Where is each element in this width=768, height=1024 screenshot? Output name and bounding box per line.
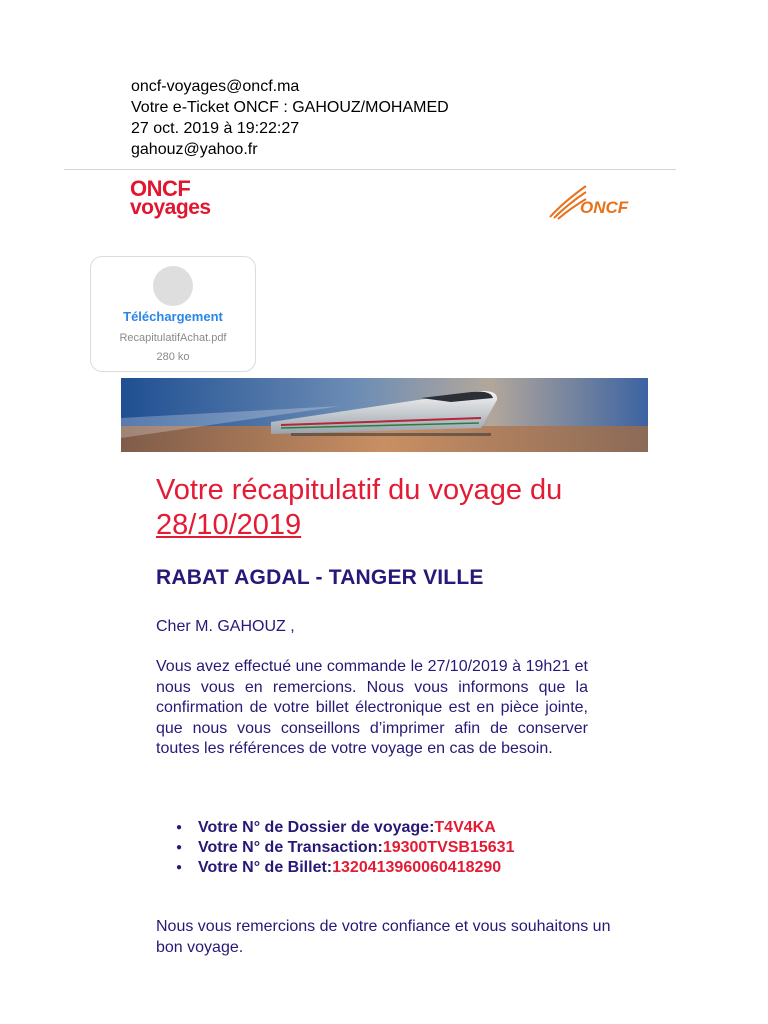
title-text: Votre récapitulatif du voyage du: [156, 474, 563, 506]
dossier-value: T4V4KA: [434, 819, 496, 836]
list-item: [176, 838, 514, 858]
ticket-label: Votre N° de Billet:: [198, 859, 333, 876]
from-value[interactable]: oncf-voyages@oncf.ma: [131, 78, 300, 95]
list-item: [176, 818, 514, 838]
to-value[interactable]: gahouz@yahoo.fr: [131, 141, 258, 158]
oncf-logo: [548, 184, 638, 220]
oncf-logo-text: ONCF: [580, 198, 629, 217]
closing-paragraph: Nous vous remercions de votre confiance et vous souhaitons un bon voyage.: [156, 918, 611, 956]
attachment-thumbnail: [153, 266, 193, 306]
logo-line2: voyages: [130, 196, 211, 219]
header-divider: [64, 169, 676, 170]
dossier-label: Votre N° de Dossier de voyage:: [198, 819, 435, 836]
page-title: [156, 473, 636, 543]
train-illustration: [121, 378, 648, 452]
subject-value: Votre e-Ticket ONCF : GAHOUZ/MOHAMED: [131, 99, 449, 116]
reference-list: [176, 818, 514, 878]
transaction-label: Votre N° de Transaction:: [198, 839, 383, 856]
download-link[interactable]: Téléchargement: [123, 309, 223, 324]
title-date[interactable]: 28/10/2019: [156, 509, 302, 541]
body-paragraph: Vous avez effectué une commande le 27/10/2019 à 19h21 et nous vous en remercions. Nous vous informons que la confirmation de votre billet électronique est en pièce jointe, que nous vous conseillons d’imprimer afin de conserver toutes les références de votre voyage en cas de besoin.: [156, 658, 588, 757]
transaction-value: 19300TVSB15631: [382, 839, 515, 856]
train-banner-image: [121, 378, 648, 452]
oncf-voyages-logo: [130, 176, 211, 219]
ticket-value: 1320413960060418290: [332, 859, 502, 876]
greeting: Cher M. GAHOUZ ,: [156, 618, 295, 635]
route-heading: RABAT AGDAL - TANGER VILLE: [156, 566, 484, 589]
logo-line1: ONCF: [130, 176, 191, 201]
date-value: 27 oct. 2019 à 19:22:27: [131, 120, 300, 137]
attachment-size: 280 ko: [156, 351, 190, 363]
attachment-filename: RecapitulatifAchat.pdf: [119, 332, 227, 344]
attachment-card[interactable]: [90, 256, 256, 372]
list-item: [176, 858, 514, 878]
